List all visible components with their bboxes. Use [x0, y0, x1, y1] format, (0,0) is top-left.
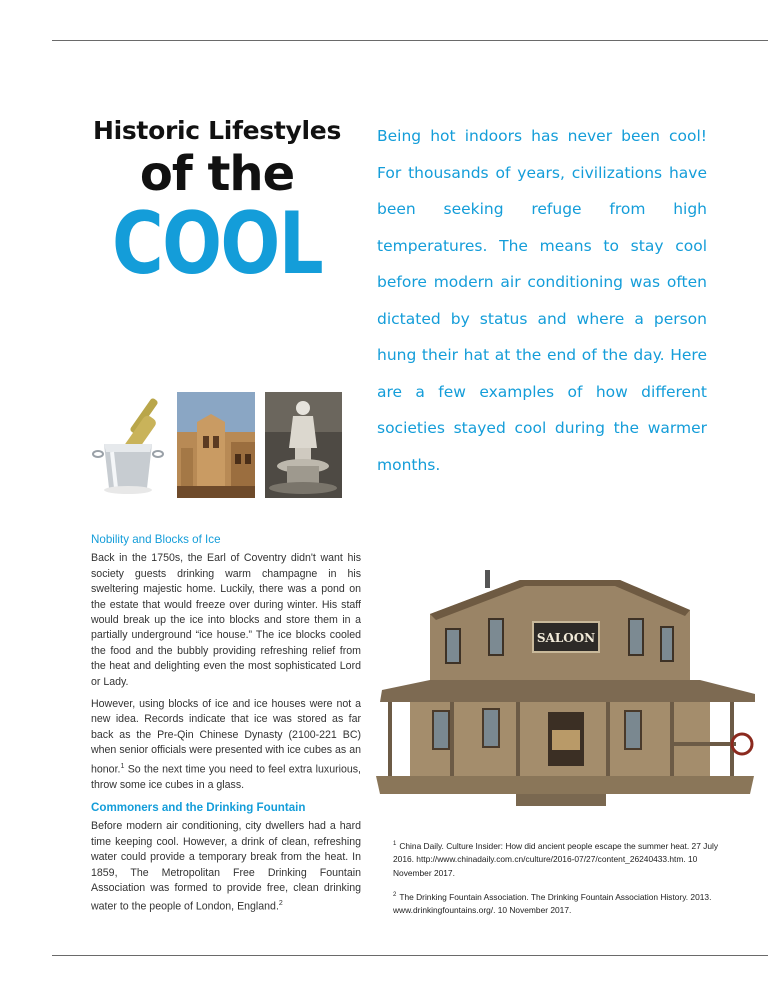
article-body	[91, 532, 361, 922]
footnote-ref-1: 1	[120, 762, 125, 770]
section-heading-commoners: Commoners and the Drinking Fountain	[91, 801, 306, 815]
fountain-statue-image	[265, 392, 342, 498]
bottom-rule	[52, 955, 768, 956]
section1-paragraph-1: Back in the 1750s, the Earl of Coventry didn't want his society guests drinking warm champagne in his sweltering majestic home. Luckily, there was a pond on the estate that would freeze over during winter. His staff would break up the ice into blocks and store them in a partially underground “ice house.” The ice blocks cooled the food and the bubbly providing refreshing relief from the heat and delighting even the most sophisticated Lord or Lady.	[91, 552, 361, 688]
section-heading-nobility: Nobility and Blocks of Ice	[91, 533, 221, 546]
saloon-building-image	[370, 562, 760, 810]
title-line-3: COOL	[111, 194, 323, 295]
palace-image	[177, 392, 255, 498]
footnotes	[393, 838, 733, 927]
saloon-sign-text: SALOON	[536, 631, 596, 645]
title-line-2: of the	[139, 146, 295, 202]
champagne-bucket-image	[90, 392, 168, 498]
title-block	[88, 116, 346, 295]
footnote-1: $^1$ China Daily. Culture Insider: How did ancient people escape the summer heat. 27 July 2016. http://www.chinadaily.com.cn/culture/2016-07/27/content_26240433.htm. 10 November 2017.	[393, 840, 719, 878]
section2-paragraph-1: Before modern air conditioning, city dwellers had a hard time keeping cool. However, a drink of clean, refreshing water could provide a temporary break from the heat. In 1859, The Metropolitan Free Drinking Fountain Association was formed to provide free, clean drinking water to the people of London, England.$^2$	[91, 820, 361, 913]
intro-paragraph: Being hot indoors has never been cool! For thousands of years, civilizations have been seeking refuge from high temperatures. The means to stay cool before modern air conditioning was often dictated by status and where a person hung their hat at the end of the day. Here are a few examples of how different societies stayed cool during the warmer months.	[377, 127, 707, 474]
section1-paragraph-2: However, using blocks of ice and ice houses were not a new idea. Records indicate that ice was stored as far back as the Pre-Qin Chinese Dynasty (2100-221 BC) when senior officials were presented with ice cubes as an honor.$^1$ So the next time you need to feel extra luxurious, throw some ice cubes in a glass.	[91, 698, 361, 791]
footnote-ref-2: 2	[278, 900, 283, 908]
footnote-2: $^2$ The Drinking Fountain Association. The Drinking Fountain Association History. 2013. www.drinkingfountains.org/. 10 November 2017.	[393, 891, 712, 916]
title-line-1: Historic Lifestyles	[92, 116, 342, 145]
top-rule	[52, 40, 768, 41]
